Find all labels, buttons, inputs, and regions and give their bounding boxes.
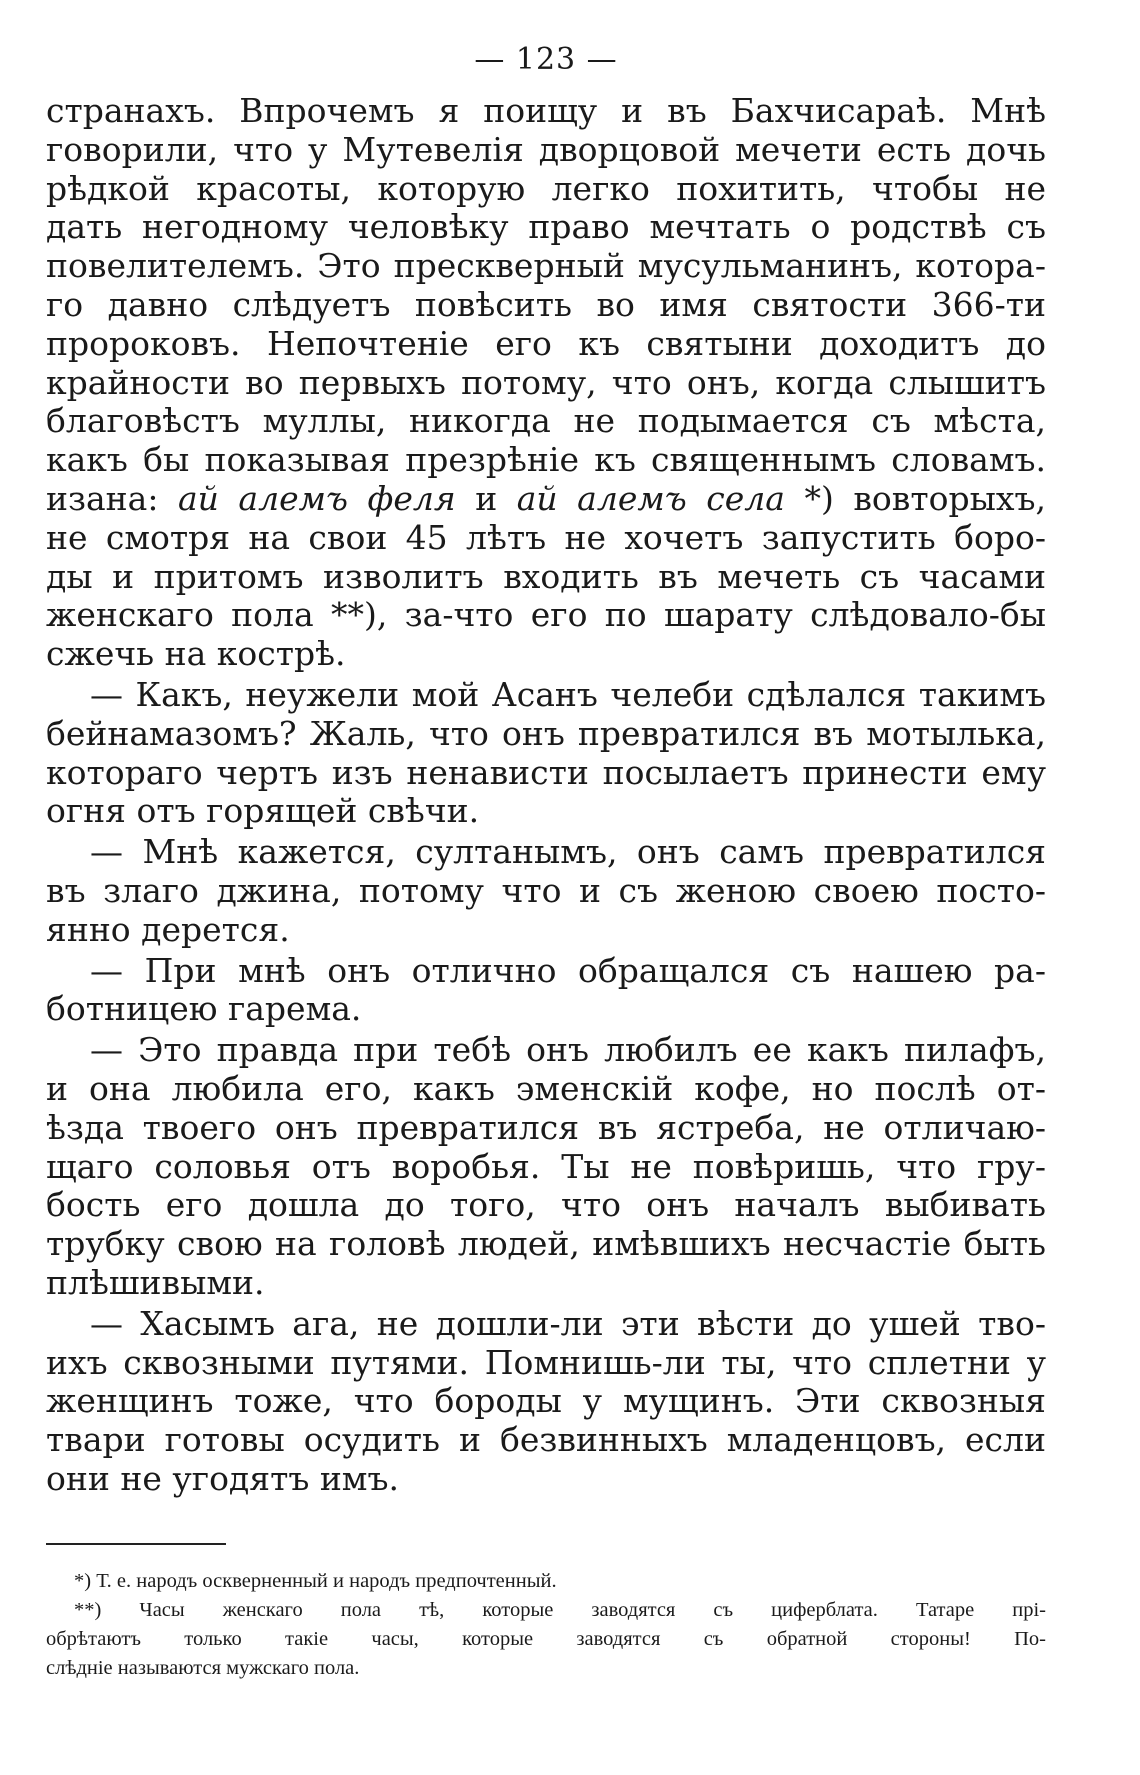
text-line: го давно слѣдуетъ повѣсить во имя святости 366-ти (46, 284, 1046, 324)
footnotes (46, 1567, 1046, 1683)
text-line: щаго соловья отъ воробья. Ты не повѣришь, что гру- (46, 1146, 1046, 1186)
text-line: не смотря на свои 45 лѣтъ не хочетъ запустить боро- (46, 517, 1046, 557)
text-line: — Хасымъ ага, не дошли-ли эти вѣсти до ушей тво- (90, 1303, 1046, 1343)
text-line: странахъ. Впрочемъ я поищу и въ Бахчисараѣ. Мнѣ (46, 91, 1046, 130)
paragraph (46, 1305, 1046, 1499)
paragraph (46, 833, 1046, 949)
izan-prefix: изана: (46, 478, 178, 518)
text-line: говорили, что у Мутевелія дворцовой мечети есть дочь (46, 129, 1046, 169)
paragraph (46, 1031, 1046, 1303)
footnote (46, 1567, 1046, 1596)
footnote-line: слѣдніе называются мужскаго пола. (46, 1656, 360, 1679)
paragraph (46, 92, 1046, 674)
text-line: — При мнѣ онъ отлично обращался съ нашею ра- (90, 950, 1046, 990)
text-line: сжечь на кострѣ. (46, 634, 346, 674)
text-line: — Это правда при тебѣ онъ любилъ ее какъ пилафъ, (90, 1030, 1046, 1070)
text-line: ихъ сквозными путями. Помнишь-ли ты, что сплетни у (46, 1342, 1046, 1382)
footnote-divider (46, 1543, 226, 1545)
izan-and: и (455, 478, 517, 518)
text-line: твари готовы осудить и безвинныхъ младенцовъ, если (46, 1420, 1046, 1460)
text-line: плѣшивыми. (46, 1262, 265, 1302)
paragraph (46, 676, 1046, 831)
text-line: крайности во первыхъ потому, что онъ, когда слышитъ (46, 362, 1046, 402)
text-line: котораго чертъ изъ ненависти посылаетъ принести ему (46, 752, 1046, 792)
text-line: дать негодному человѣку право мечтать о родствѣ съ (46, 207, 1046, 247)
paragraph (46, 952, 1046, 1030)
footnote-line: *) Т. е. народъ оскверненный и народъ предпочтенный. (74, 1569, 557, 1592)
text-line: — Какъ, неужели мой Асанъ челеби сдѣлался такимъ (90, 674, 1046, 714)
italic-phrase: ай алемъ села (516, 478, 785, 518)
footnote-line: обрѣтаютъ только такіе часы, которые заводятся съ обратной стороны! По- (46, 1627, 1046, 1650)
text-line: женщинъ тоже, что бороды у мущинъ. Эти сквозныя (46, 1381, 1046, 1421)
text-line: благовѣстъ муллы, никогда не подымается съ мѣста, (46, 401, 1046, 441)
text-line: рѣдкой красоты, которую легко похитить, чтобы не (46, 168, 1046, 208)
text-line-izan (46, 480, 1046, 519)
text-line: ѣзда твоего онъ превратился въ ястреба, не отличаю- (46, 1107, 1046, 1147)
main-text (46, 92, 1046, 1499)
text-line: ботницею гарема. (46, 989, 362, 1029)
text-line: они не угодятъ имъ. (46, 1458, 399, 1498)
italic-phrase: ай алемъ феля (177, 478, 456, 518)
text-line: и она любила его, какъ эменскій кофе, но послѣ от- (46, 1068, 1046, 1108)
text-line: — Мнѣ кажется, султанымъ, онъ самъ превратился (90, 832, 1046, 872)
text-line: янно дерется. (46, 909, 290, 949)
text-line: бейнамазомъ? Жаль, что онъ превратился въ мотылька, (46, 713, 1046, 753)
page-number: — 123 — (474, 42, 618, 77)
text-line: ды и притомъ изволитъ входить въ мечеть съ часами (46, 556, 1046, 596)
text-line: въ злаго джина, потому что и съ женою своею посто- (46, 870, 1046, 910)
text-line: повелителемъ. Это прескверный мусульманинъ, котора- (46, 246, 1046, 286)
text-line: трубку свою на головѣ людей, имѣвшихъ несчастіе быть (46, 1224, 1046, 1264)
footnote-line: **) Часы женскаго пола тѣ, которые заводятся съ циферблата. Татаре прі- (74, 1598, 1046, 1621)
izan-suffix: *) вовторыхъ, (784, 478, 1046, 518)
text-line: пророковъ. Непочтеніе его къ святыни доходитъ до (46, 323, 1046, 363)
text-line: женскаго пола **), за-что его по шарату слѣдовало-бы (46, 595, 1046, 635)
text-line: бость его дошла до того, что онъ началъ выбивать (46, 1185, 1046, 1225)
footnote (46, 1596, 1046, 1683)
book-page (46, 40, 1046, 1740)
text-line: огня отъ горящей свѣчи. (46, 791, 480, 831)
text-line: какъ бы показывая презрѣніе къ священнымъ словамъ. (46, 440, 1046, 480)
